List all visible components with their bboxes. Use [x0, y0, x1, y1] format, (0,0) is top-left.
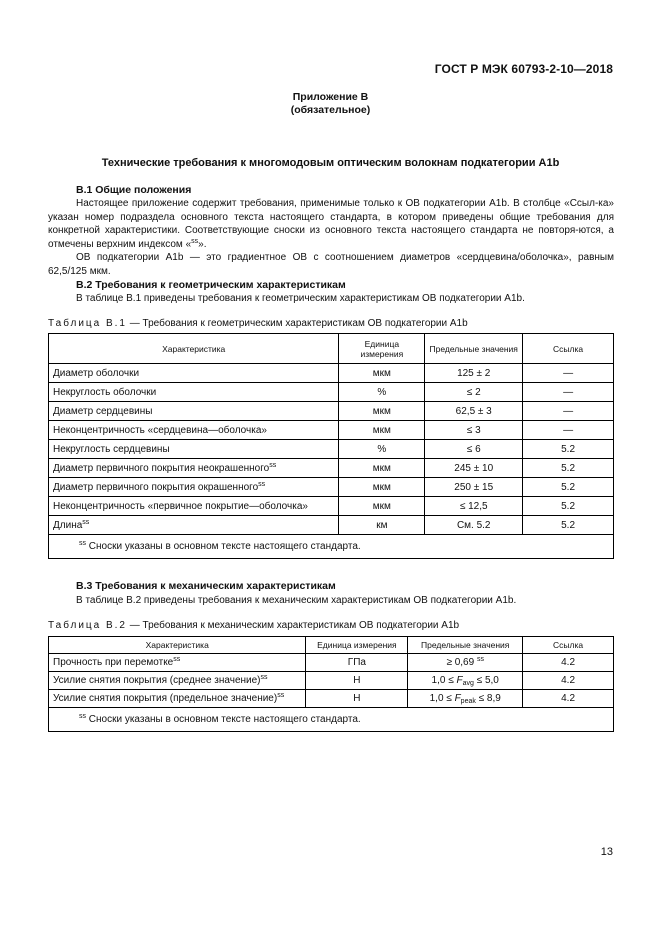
col-header: Ссылка: [523, 637, 614, 654]
cell-value: ≤ 2: [425, 383, 523, 402]
table-b1: [48, 333, 614, 559]
col-header: Характеристика: [49, 334, 339, 364]
cell-unit: мкм: [339, 421, 425, 440]
table-row: [49, 402, 614, 421]
cell-characteristic: Неконцентричность «сердцевина—оболочка»: [49, 421, 339, 440]
cell-unit: Н: [306, 690, 408, 708]
cell-reference: 5.2: [523, 497, 614, 516]
cell-reference: —: [523, 421, 614, 440]
cell-reference: 4.2: [523, 690, 614, 708]
table-row: [49, 497, 614, 516]
cell-characteristic: Диаметр оболочки: [49, 364, 339, 383]
cell-characteristic: Некруглость сердцевины: [49, 440, 339, 459]
cell-reference: 4.2: [523, 654, 614, 672]
b1-paragraph-1: Настоящее приложение содержит требования, применимые только к ОВ подкатегории А1b. В столбце «Ссыл-ка» указан номер подраздела основного текста настоящего стандарта, в котором приведены общие требования для конкретной характеристики. Соответствующие сноски из основного текста настоящего стандарта не повторя-ются, а отмечены верхним индексом «$^{ss}$».: [48, 198, 614, 250]
cell-reference: —: [523, 402, 614, 421]
cell-reference: —: [523, 383, 614, 402]
cell-reference: 5.2: [523, 516, 614, 535]
appendix-subtitle: (обязательное): [290, 104, 371, 116]
table-row: [49, 516, 614, 535]
table-row: [49, 690, 614, 708]
cell-unit: мкм: [339, 402, 425, 421]
b3-intro: В таблице В.2 приведены требования к механическим характеристикам ОВ подкатегории А1b.: [76, 595, 517, 606]
cell-unit: км: [339, 516, 425, 535]
cell-value: $1,0 \le F_{peak} \le 8,9$: [408, 690, 523, 708]
table-note-row: [49, 708, 614, 732]
cell-unit: мкм: [339, 478, 425, 497]
cell-reference: 5.2: [523, 478, 614, 497]
b2-intro: В таблице В.1 приведены требования к геометрическим характеристикам ОВ подкатегории А1b.: [76, 293, 525, 304]
table-b2-caption: Таблица В.2 — Требования к механическим характеристикам ОВ подкатегории А1b: [48, 620, 460, 631]
table-row: [49, 672, 614, 690]
table-note-row: [49, 535, 614, 559]
col-header: Единица измерения: [339, 334, 425, 364]
b1-paragraph-2: ОВ подкатегории А1b — это градиентное ОВ с соотношением диаметров «сердцевина/оболочка», равным 62,5/125 мкм.: [48, 252, 614, 277]
cell-characteristic: Усилие снятия покрытия (среднее значение)$^{ss}$: [49, 672, 306, 690]
cell-value: 250 ± 15: [425, 478, 523, 497]
cell-characteristic: Длина$^{ss}$: [49, 516, 339, 535]
col-header: Предельные значения: [425, 334, 523, 364]
table-row: [49, 440, 614, 459]
cell-characteristic: Прочность при перемотке$^{ss}$: [49, 654, 306, 672]
cell-characteristic: Неконцентричность «первичное покрытие—оболочка»: [49, 497, 339, 516]
cell-value: ≤ 3: [425, 421, 523, 440]
appendix-title: Приложение В: [292, 91, 369, 103]
cell-characteristic: Некруглость оболочки: [49, 383, 339, 402]
col-header: Ссылка: [523, 334, 614, 364]
col-header: Предельные значения: [408, 637, 523, 654]
cell-characteristic: Диаметр первичного покрытия неокрашенного$^{ss}$: [49, 459, 339, 478]
cell-unit: %: [339, 440, 425, 459]
cell-value: ≤ 6: [425, 440, 523, 459]
cell-value: $1,0 \le F_{avg} \le 5,0$: [408, 672, 523, 690]
cell-unit: мкм: [339, 497, 425, 516]
cell-reference: 5.2: [523, 459, 614, 478]
table-b2: [48, 636, 614, 732]
standard-header: ГОСТ Р МЭК 60793-2-10—2018: [434, 62, 613, 76]
table-row: [49, 383, 614, 402]
b3-heading: В.3 Требования к механическим характеристикам: [76, 580, 336, 592]
col-header: Единица измерения: [306, 637, 408, 654]
cell-value: ≥ 0,69 $^{ss}$: [408, 654, 523, 672]
b2-heading: В.2 Требования к геометрическим характеристикам: [76, 279, 346, 291]
table-header-row: [49, 334, 614, 364]
col-header: Характеристика: [49, 637, 306, 654]
table-row: [49, 364, 614, 383]
cell-reference: 4.2: [523, 672, 614, 690]
table-header-row: [49, 637, 614, 654]
cell-value: 125 ± 2: [425, 364, 523, 383]
page-number: 13: [600, 846, 613, 858]
table-b1-caption: Таблица В.1 — Требования к геометрическим характеристикам ОВ подкатегории А1b: [48, 318, 468, 329]
table-note: $^{ss}$ Сноски указаны в основном тексте настоящего стандарта.: [49, 708, 614, 732]
cell-value: ≤ 12,5: [425, 497, 523, 516]
cell-unit: мкм: [339, 459, 425, 478]
section-title: Технические требования к многомодовым оптическим волокнам подкатегории А1b: [101, 157, 560, 169]
table-row: [49, 478, 614, 497]
cell-unit: ГПа: [306, 654, 408, 672]
cell-reference: —: [523, 364, 614, 383]
table-row: [49, 654, 614, 672]
cell-characteristic: Усилие снятия покрытия (предельное значение)$^{ss}$: [49, 690, 306, 708]
table-note: $^{ss}$ Сноски указаны в основном тексте настоящего стандарта.: [49, 535, 614, 559]
cell-characteristic: Диаметр первичного покрытия окрашенного$^{ss}$: [49, 478, 339, 497]
cell-characteristic: Диаметр сердцевины: [49, 402, 339, 421]
cell-value: См. 5.2: [425, 516, 523, 535]
cell-value: 245 ± 10: [425, 459, 523, 478]
cell-unit: %: [339, 383, 425, 402]
cell-reference: 5.2: [523, 440, 614, 459]
table-row: [49, 421, 614, 440]
table-row: [49, 459, 614, 478]
b1-heading: В.1 Общие положения: [76, 184, 192, 196]
cell-unit: мкм: [339, 364, 425, 383]
cell-value: 62,5 ± 3: [425, 402, 523, 421]
cell-unit: Н: [306, 672, 408, 690]
